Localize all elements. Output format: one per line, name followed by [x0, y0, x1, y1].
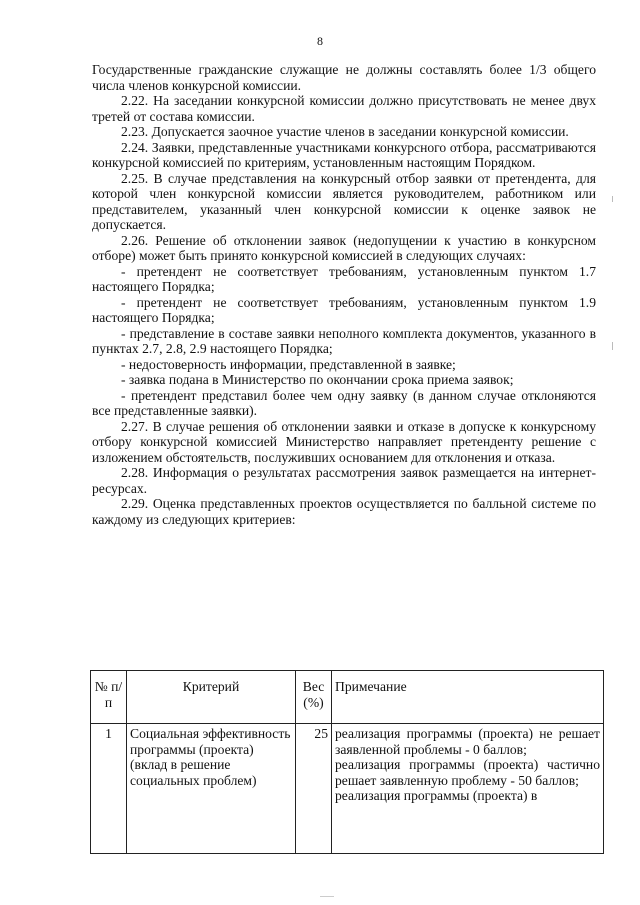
margin-mark — [612, 342, 613, 350]
paragraph-b6: - претендент представил более чем одну заявку (в данном случае отклоняются все представленные заявки). — [92, 387, 596, 418]
paragraph-b4: - недостоверность информации, представленной в заявке; — [121, 356, 456, 372]
margin-mark — [612, 196, 613, 202]
row-note — [332, 724, 604, 854]
header-criterion: Критерий — [127, 671, 296, 724]
paragraph-2-27: 2.27. В случае решения об отклонении заявки и отказе в допуске к конкурсному отбору конкурсной комиссией Министерство направляет претенденту решение с изложением обстоятельств, послуживших основанием для отклонения и отказа. — [92, 418, 596, 465]
paragraph-b3: - представление в составе заявки неполного комплекта документов, указанного в пунктах 2.7, 2.8, 2.9 настоящего Порядка; — [92, 325, 596, 356]
paragraph-b2: - претендент не соответствует требованиям, установленным пунктом 1.9 настоящего Порядка; — [92, 294, 596, 325]
paragraph-2-25: 2.25. В случае представления на конкурсный отбор заявки от претендента, для которой член конкурсной комиссии является руководителем, работником или представителем, указанный член конкурсной комиссии к оценке заявок не допускается. — [92, 170, 596, 232]
paragraph-2-24: 2.24. Заявки, представленные участниками конкурсного отбора, рассматриваются конкурсной комиссией по критериям, установленным настоящим Порядком. — [92, 139, 596, 170]
header-note: Примечание — [332, 671, 604, 724]
paragraph-2-22: 2.22. На заседании конкурсной комиссии должно присутствовать не менее двух третей от состава комиссии. — [92, 93, 596, 124]
paragraph-2-29: 2.29. Оценка представленных проектов осуществляется по балльной системе по каждому из следующих критериев: — [92, 496, 596, 527]
body-text — [92, 62, 596, 527]
paragraph-2-26: 2.26. Решение об отклонении заявок (недопущении к участию в конкурсном отборе) может быть принято конкурсной комиссией в следующих случаях: — [92, 232, 596, 263]
page-number: 8 — [317, 34, 323, 48]
table-header-row — [91, 671, 604, 724]
footer-mark — [320, 896, 334, 897]
note-line: реализация программы (проекта) не решает заявленной проблемы - 0 баллов; — [335, 726, 600, 757]
paragraph-2-23: 2.23. Допускается заочное участие членов в заседании конкурсной комиссии. — [121, 124, 569, 139]
paragraph-b1: - претендент не соответствует требованиям, установленным пунктом 1.7 настоящего Порядка; — [92, 263, 596, 294]
paragraph-cont: Государственные гражданские служащие не должны составлять более 1/3 общего числа членов конкурсной комиссии. — [92, 62, 596, 93]
table-row — [91, 724, 604, 854]
header-weight: Вес (%) — [296, 671, 332, 724]
row-weight: 25 — [296, 724, 332, 854]
note-line: реализация программы (проекта) в — [335, 788, 538, 803]
row-num: 1 — [91, 724, 127, 854]
header-num: № п/п — [91, 671, 127, 724]
row-criterion: Социальная эффективность программы (проекта) (вклад в решение социальных проблем) — [127, 724, 296, 854]
note-line: реализация программы (проекта) частично решает заявленную проблему - 50 баллов; — [335, 757, 600, 788]
paragraph-b5: - заявка подана в Министерство по окончании срока приема заявок; — [121, 372, 514, 387]
criteria-table — [90, 670, 604, 854]
paragraph-2-28: 2.28. Информация о результатах рассмотрения заявок размещается на интернет-ресурсах. — [92, 465, 596, 496]
